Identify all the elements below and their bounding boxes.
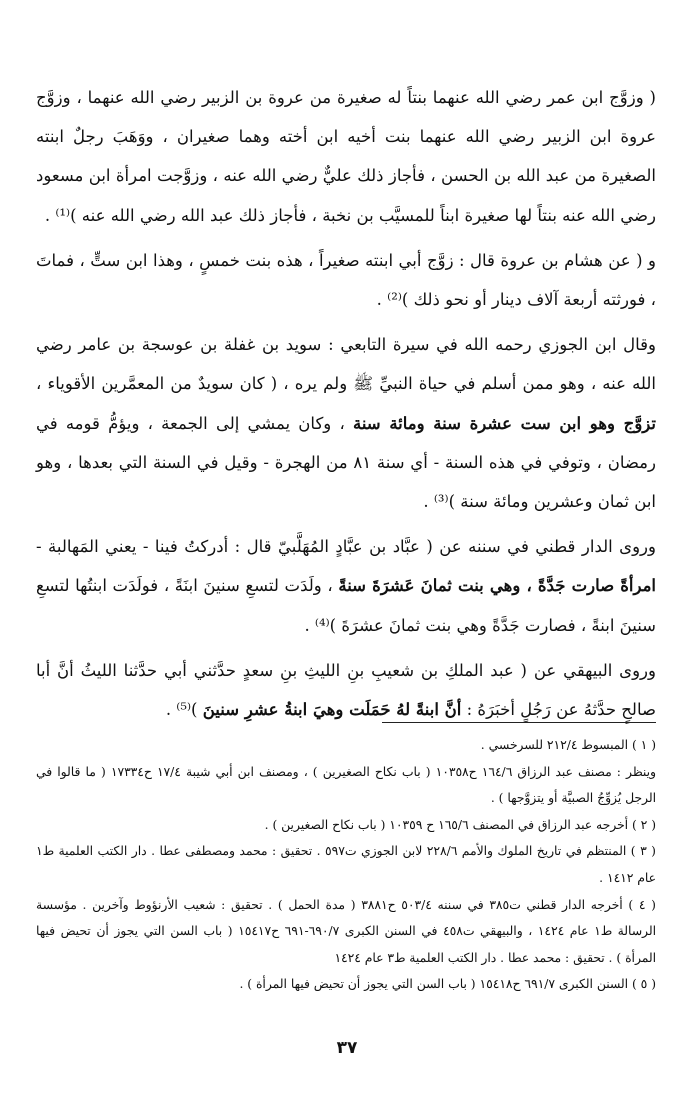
footnotes	[36, 732, 656, 998]
bold-text: تزوَّج وهو ابن ست عشرة سنة ومائة سنة	[352, 413, 656, 433]
page-number: ٣٧	[336, 1038, 358, 1058]
footnote: وينظر : مصنف عبد الرزاق ١٦٤/٦ ح١٠٣٥٨ ( باب نكاح الصغيرين ) ، ومصنف ابن أبي شيبة ١٧/٤ ح١٧٣٣٤ ( ما قالوا في الرجل يُزوِّجُ الصبيَّة أو يتزوَّجها ) .	[36, 764, 656, 806]
paragraph	[36, 527, 656, 645]
text-run: وروى البيهقي عن ( عبد الملكِ بن شعيبِ بنِ الليثِ بنِ سعدٍ حدَّثني أبي حدَّثنا الليثُ أنَّ أبا صالحٍ حدَّثهُ عن رَجُلٍ أخبَرَهُ :	[36, 660, 656, 720]
text-run: وقال ابن الجوزي رحمه الله في سيرة التابعي : سويد بن غفلة بن عوسجة بن عامر رضي الله عنه ، وهو ممن أسلم في حياة النبيِّ ﷺ ولم يره ، ( كان سويدٌ من المعمَّرين الأقوياء ،	[36, 335, 656, 394]
bold-text: امرأةً صارت جَدَّةً ، وهي بنت ثمانَ عَشرَةَ سنةً	[338, 576, 656, 596]
footnote: ( ٥ ) السنن الكبرى ٦٩١/٧ ح١٥٤١٨ ( باب السن التي يجوز أن تحيض فيها المرأة ) .	[239, 977, 656, 992]
text-run: و ( عن هشام بن عروة قال : زوَّج أبي ابنته صغيراً ، هذه بنت خمسٍ ، وهذا ابن ستٍّ ، فماتَ ، فورثته أربعة آلاف دينار أو نحو ذلك )	[36, 250, 656, 310]
text-run: ( وزوَّج ابن عمر رضي الله عنهما بنتاً له صغيرة من عروة بن الزبير رضي الله عنهما ، وزوَّج عروة ابن الزبير رضي الله عنهما بنت أخيه ابن أخته وهما صغيران ، ووَهَبَ رجلٌ ابنته الصغيرة من عبد الله بن الحسن ، فأجاز ذلك عليٌّ رضي الله عنه ، وزوَّجت امرأة ابن مسعود رضي الله عنه بنتاً لها صغيرة ابناً للمسيَّب بن نخبة ، فأجاز ذلك عبد الله رضي الله عنه )	[36, 88, 656, 225]
text-run: ⁽³⁾ .	[423, 492, 449, 512]
paragraph	[36, 241, 656, 319]
text-run: ، ولَدَت لتسعِ سنينَ ابنَةً ، فولَدَت ابنتُها لتسعِ سنينَ ابنةً ، فصارت جَدَّةً وهي بنت ثمانَ عشرَةَ )	[36, 576, 656, 635]
footnote: ( ١ ) المبسوط ٢١٢/٤ للسرخسي .	[480, 738, 656, 752]
paragraph	[36, 78, 656, 235]
text-run: )	[191, 700, 203, 720]
text-run: ⁽¹⁾ .	[44, 205, 71, 225]
footnote: ( ٤ ) أخرجه الدار قطني ت٣٨٥ في سننه ٥٠٣/٤ ح٣٨٨١ ( مدة الحمل ) . تحقيق : شعيب الأرنؤوط وآخرين . مؤسسة الرسالة ط١ عام ١٤٢٤ ، والبيهقي ت٤٥٨ في السنن الكبرى ٦٩٠/٧-٦٩١ ح١٥٤١٧ ( باب السن التي يجوز أن تحيض فيها المرأة ) . تحقيق : محمد عطا . دار الكتب العلمية ط٣ عام ١٤٢٤	[36, 897, 657, 965]
paragraph	[36, 651, 656, 729]
footnote: ( ٣ ) المنتظم في تاريخ الملوك والأمم ٢٢٨/٦ لابن الجوزي ت٥٩٧ . تحقيق : محمد ومصطفى عطا . دار الكتب العلمية ط١ عام ١٤١٢ .	[36, 844, 656, 885]
footnote: ( ٢ ) أخرجه عبد الرزاق في المصنف ١٦٥/٦ ح ١٠٣٥٩ ( باب نكاح الصغيرين ) .	[264, 817, 656, 832]
text-run: ⁽⁴⁾ .	[304, 615, 330, 635]
footnote-separator	[382, 722, 656, 723]
text-run: وروى الدار قطني في سننه عن ( عبَّاد بن عبَّادٍ المُهَلَّبيّ قال : أدركتُ فينا - يعني المَهالبة -	[36, 537, 656, 557]
text-run: ⁽⁵⁾ .	[165, 700, 192, 720]
bold-text: أنَّ ابنةً لهُ حَمَلَت وهيَ ابنةُ عشرِ سنينَ	[202, 700, 462, 720]
paragraph	[36, 325, 656, 521]
text-run: ⁽²⁾ .	[376, 290, 402, 310]
main-text	[36, 78, 656, 735]
text-run: ، وكان يمشي إلى الجمعة ، ويؤمُّ قومه في رمضان ، وتوفي في هذه السنة - أي سنة ٨١ من الهجرة - وقيل في السنة التي بعدها ، وهو ابن ثمان وعشرين ومائة سنة )	[36, 413, 656, 512]
